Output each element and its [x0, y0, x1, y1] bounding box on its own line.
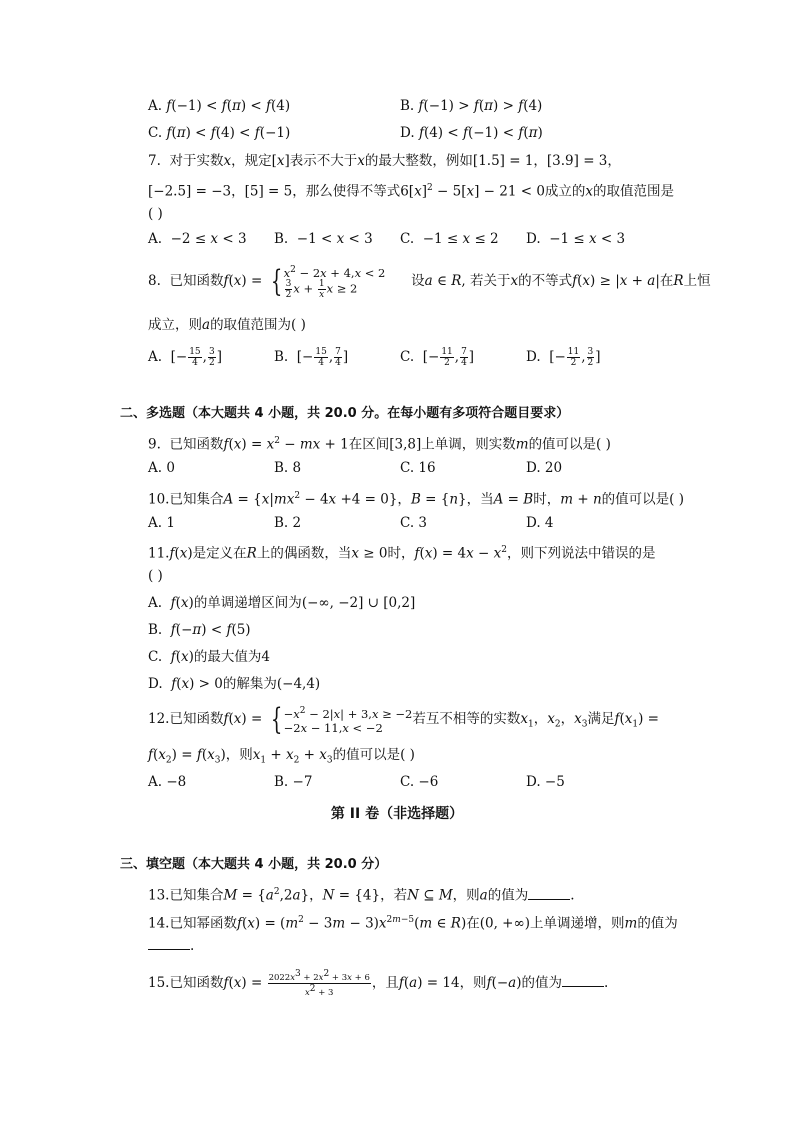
q9-line: 9. 已知函数$f(x) = x^2$ − mx + 1在区间[3,8]上单调，则实数m的值可以是( ): [148, 436, 611, 453]
q8-option-a: A. [− $\frac{15}{4}$ , $\frac{3}{2}$ ]: [148, 347, 222, 368]
q6-option-b: B. f(−1) > f(π) > f(4): [400, 98, 543, 114]
q7-option-b: B. −1 < x < 3: [274, 231, 373, 247]
q10-option-a: A. 1: [148, 515, 175, 531]
q10-option-b: B. 2: [274, 515, 302, 531]
q12-option-d: D. −5: [526, 774, 565, 790]
q10-line: 10.已知集合$A = \{x|mx^2 - 4x +4 = 0\}$，B = {n}，当A = B时，m + n的值可以是( ): [148, 491, 684, 508]
q9-option-a: A. 0: [148, 460, 175, 476]
q11-option-c: C. f(x)的最大值为4: [148, 649, 271, 665]
q9-option-b: B. 8: [274, 460, 302, 476]
q14-line-1: 14.已知幂函数$f(x) = (m^2 - 3m - 3)x^{2m-5}(m$ ∈ R)在(0, +∞)上单调递增，则m的值为: [148, 915, 678, 932]
q6-option-d: D. f(4) < f(−1) < f(π): [400, 125, 543, 141]
q7-line-1: 7. 对于实数x，规定[x]表示不大于x的最大整数，例如[1.5] = 1，[3.9] = 3，: [148, 153, 621, 169]
q7-paren: ( ): [148, 206, 163, 222]
q11-option-b: B. f(−π) < f(5): [148, 622, 251, 638]
q6-option-a: A. f(−1) < f(π) < f(4): [148, 98, 291, 114]
part-2-title: 第 II 卷（非选择题）: [330, 806, 464, 822]
q14-line-2: .: [148, 937, 194, 955]
q12-option-c: C. −6: [400, 774, 439, 790]
q12-option-b: B. −7: [274, 774, 313, 790]
q13-answer-blank[interactable]: [528, 887, 570, 900]
q15-line: 15.已知函数f(x) = $\frac{2022x^3 + 2x^2 + 3x + 6}{x^2 + 3}$ ，且f(a) = 14，则f(−a)的值为 .: [148, 969, 609, 998]
q12-option-a: A. −8: [148, 774, 187, 790]
q15-answer-blank[interactable]: [562, 974, 604, 987]
q14-answer-blank[interactable]: [148, 937, 190, 950]
q8-option-c: C. [− $\frac{11}{2}$ , $\frac{7}{4}$ ]: [400, 347, 475, 368]
q10-option-d: D. 4: [526, 515, 554, 531]
q9-option-c: C. 16: [400, 460, 436, 476]
q6-option-c: C. f(π) < f(4) < f(−1): [148, 125, 291, 141]
q8-line-1: 8. 已知函数f(x) = { $x^2 - 2x + 4,x < 2$ $\frac{3}{2}$ x + $\frac{1}{x}$ x ≥ 2 设a ∈ R, 若关于x的不等式f(x) ≥ |x + a|在R上恒: [148, 263, 711, 301]
q8-line-2: 成立，则a的取值范围为( ): [148, 317, 306, 333]
q11-option-d: D. f(x) > 0的解集为(−4,4): [148, 676, 321, 692]
q10-option-c: C. 3: [400, 515, 428, 531]
q7-option-c: C. −1 ≤ x ≤ 2: [400, 231, 499, 247]
q11-line-1: 11.f(x)是定义在R上的偶函数，当x ≥ 0时，$f(x) = 4x - x^2$，则下列说法中错误的是: [148, 545, 656, 562]
q13-line: 13.已知集合$M = \{a^2,2a\}$，N = {4}，若N ⊆ M，则a的值为 .: [148, 887, 575, 904]
q9-option-d: D. 20: [526, 460, 563, 476]
q7-option-d: D. −1 ≤ x < 3: [526, 231, 626, 247]
q8-option-d: D. [− $\frac{11}{2}$ , $\frac{3}{2}$ ]: [526, 347, 601, 368]
q12-line-2: $f(x_2) = f(x_3)$，则$x_1 + x_2 + x_3$的值可以是( ): [148, 747, 415, 766]
q11-paren: ( ): [148, 568, 163, 584]
q7-line-2: [−2.5] = −3，[5] = 5，那么使得不等式$6[x]^2 - 5[x] - 21 < 0$成立的x的取值范围是: [148, 183, 675, 200]
q12-line-1: 12.已知函数f(x) = { $-x^2 - 2|x| + 3,x \ge -2$ −2x − 11,x < −2若互不相等的实数$x_1$，$x_2$，$x_3$满足$f(x_1)$ =: [148, 701, 659, 737]
q7-option-a: A. −2 ≤ x < 3: [148, 231, 247, 247]
section-fill-in: 三、填空题（本大题共 4 小题，共 20.0 分）: [120, 857, 388, 872]
q11-option-a: A. f(x)的单调递增区间为(−∞, −2] ∪ [0,2]: [148, 595, 416, 611]
section-multiple-choice: 二、多选题（本大题共 4 小题，共 20.0 分。在每小题有多项符合题目要求）: [120, 406, 570, 421]
q8-option-b: B. [− $\frac{15}{4}$ , $\frac{7}{4}$ ]: [274, 347, 349, 368]
